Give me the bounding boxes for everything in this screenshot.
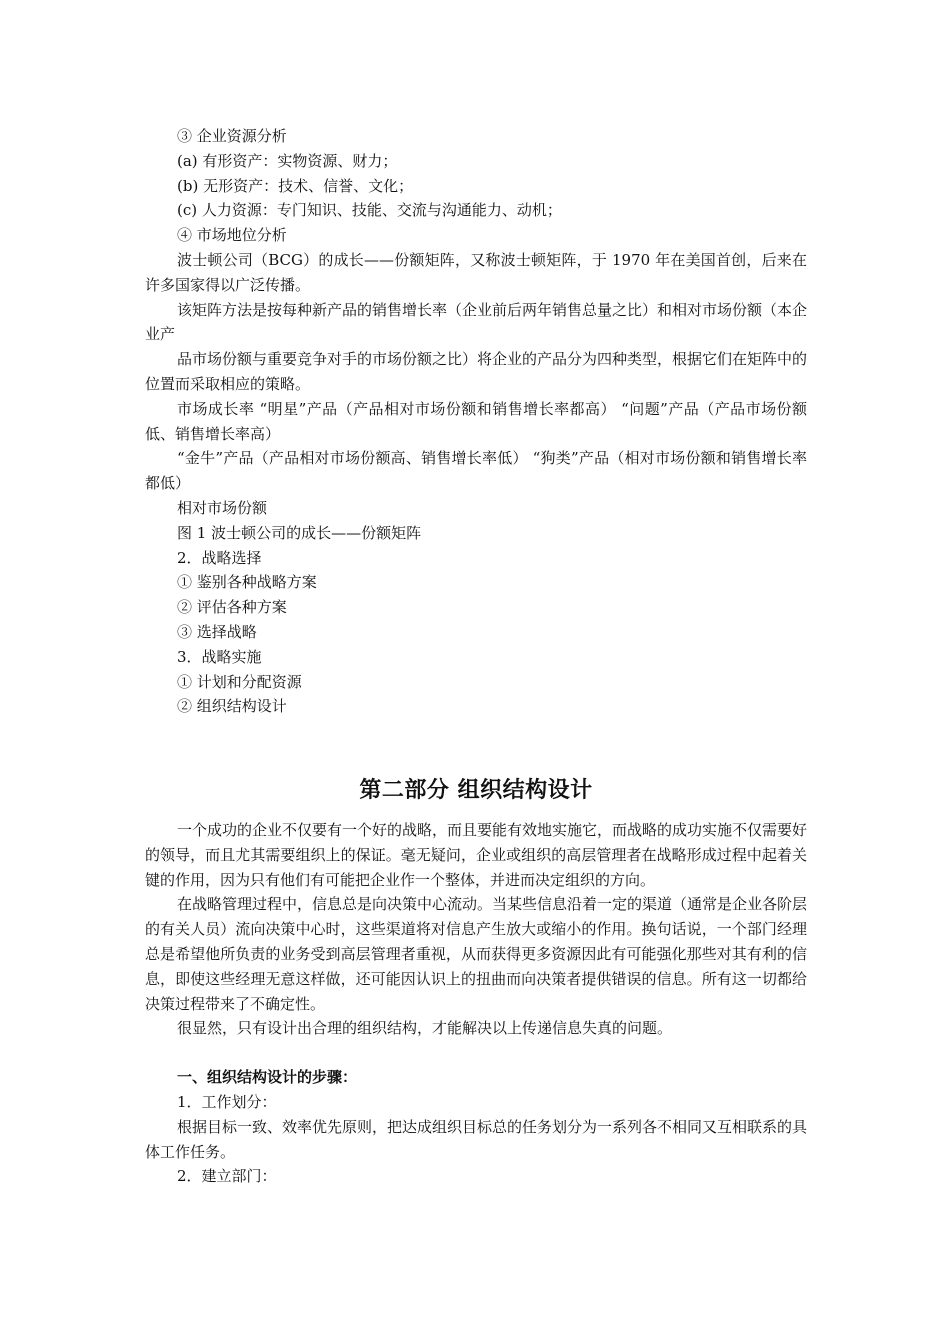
strategy-choice-item: ③ 选择战略 <box>177 622 257 641</box>
strategy-choice-item: ② 评估各种方案 <box>177 598 287 617</box>
strategy-choice-item: ① 鉴别各种战略方案 <box>177 573 317 592</box>
figure-caption: 图 1 波士顿公司的成长——份额矩阵 <box>177 523 422 542</box>
tangible-assets-line: (a) 有形资产：实物资源、财力； <box>177 151 398 170</box>
strategy-implementation-heading: 3．战略实施 <box>177 647 262 666</box>
matrix-axis-label: 相对市场份额 <box>177 498 268 517</box>
matrix-quadrants-line-1: 市场成长率 “明星”产品（产品相对市场份额和销售增长率都高） “问题”产品（产品市场份额低、销售增长率高） <box>145 399 807 443</box>
intangible-assets-line: (b) 无形资产：技术、信誉、文化； <box>177 176 414 195</box>
matrix-method-paragraph-1: 该矩阵方法是按每种新产品的销售增长率（企业前后两年销售总量之比）和相对市场份额（本企业产 <box>145 300 808 344</box>
spacer <box>145 1041 807 1065</box>
section-two-title: 第二部分 组织结构设计 <box>359 776 593 803</box>
bcg-intro-paragraph: 波士顿公司（BCG）的成长——份额矩阵，又称波士顿矩阵，于 1970 年在美国首创，后来在许多国家得以广泛传播。 <box>145 250 807 294</box>
step-2-title: 2．建立部门： <box>177 1167 277 1186</box>
org-paragraph-1: 一个成功的企业不仅要有一个好的战略，而且要能有效地实施它，而战略的成功实施不仅需要好的领导，而且尤其需要组织上的保证。毫无疑问，企业或组织的高层管理者在战略形成过程中起着关键的作用，因为只有他们有可能把企业作一个整体，并进而决定组织的方向。 <box>145 821 808 889</box>
matrix-quadrants-line-2: “金牛”产品（产品相对市场份额高、销售增长率低） “狗类”产品（相对市场份额和销售增长率都低） <box>145 449 807 493</box>
strategy-implementation-item: ② 组织结构设计 <box>177 697 287 716</box>
market-position-heading: ④ 市场地位分析 <box>177 226 287 245</box>
resource-analysis-heading: ③ 企业资源分析 <box>177 127 287 145</box>
org-design-steps-heading: 一、组织结构设计的步骤： <box>177 1068 358 1087</box>
section-strategy-analysis <box>145 124 807 719</box>
matrix-method-paragraph-2: 品市场份额与重要竞争对手的市场份额之比）将企业的产品分为四种类型，根据它们在矩阵中的位置而采取相应的策略。 <box>145 350 808 393</box>
strategy-implementation-item: ① 计划和分配资源 <box>177 672 302 691</box>
org-paragraph-2: 在战略管理过程中，信息总是向决策中心流动。当某些信息沿着一定的渠道（通常是企业各阶层的有关人员）流向决策中心时，这些渠道将对信息产生放大或缩小的作用。换句话说，一个部门经理总是希望他所负责的业务受到高层管理者重视，从而获得更多资源因此有可能强化那些对其有利的信息，即使这些经理无意这样做，还可能因认识上的扭曲而向决策者提供错误的信息。所有这一切都给决策过程带来了不确定性。 <box>145 895 808 1013</box>
step-1-text: 根据目标一致、效率优先原则，把达成组织目标总的任务划分为一系列各不相同又互相联系的具体工作任务。 <box>145 1117 808 1161</box>
strategy-choice-heading: 2．战略选择 <box>177 548 262 567</box>
section-org-design <box>145 818 807 1189</box>
step-1-title: 1．工作划分： <box>177 1092 277 1111</box>
org-paragraph-3: 很显然，只有设计出合理的组织结构，才能解决以上传递信息失真的问题。 <box>177 1019 673 1038</box>
human-resources-line: (c) 人力资源：专门知识、技能、交流与沟通能力、动机； <box>177 201 562 220</box>
